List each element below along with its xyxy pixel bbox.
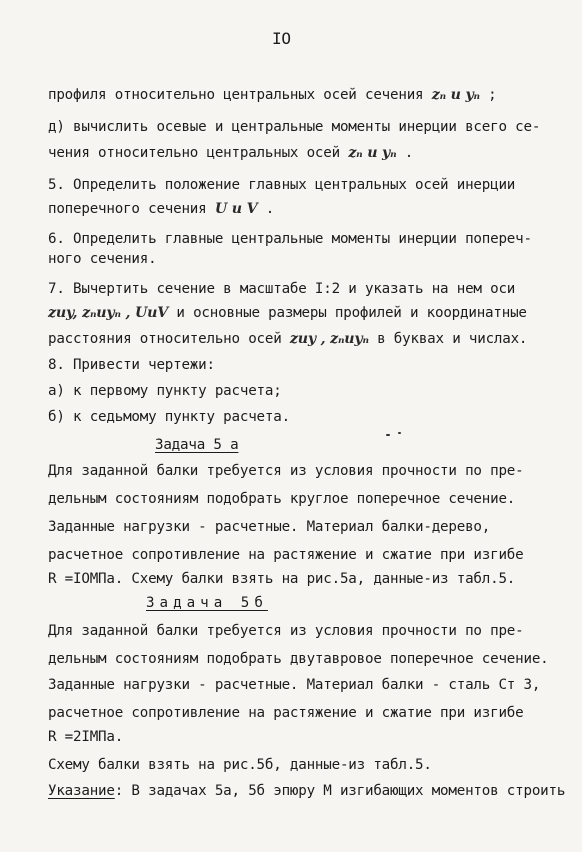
text-line: расчетное сопротивление на растяжение и сжатие при изгибе (48, 705, 524, 721)
line-text: 8. Привести чертежи: (48, 357, 215, 373)
text-line: Заданные нагрузки - расчетные. Материал балки - сталь Ст 3, (48, 677, 541, 693)
text-line (48, 408, 582, 426)
line-text-tail: в буквах и числах. (368, 331, 528, 347)
page-number: IO (272, 29, 291, 48)
line-text: поперечного сечения (48, 201, 215, 217)
handwritten-symbols: zₙ и yₙ (348, 145, 397, 161)
line-text: а) к первому пункту расчета; (48, 383, 282, 399)
line-text: б) к седьмому пункту расчета. (48, 409, 290, 425)
text-line (48, 118, 582, 136)
text-line: R =IOМПа. Схему балки взять на рис.5а, данные-из табл.5. (48, 571, 516, 587)
line-text: чения относительно центральных осей (48, 145, 349, 161)
handwritten-symbols: zuy , zₙuyₙ (289, 331, 369, 347)
text-line (48, 250, 582, 268)
text-line (48, 200, 582, 218)
text-line (48, 86, 582, 104)
text-line: дельным состояниям подобрать круглое поперечное сечение. (48, 491, 516, 507)
handwritten-symbols: U и V (214, 201, 258, 217)
text-line: Для заданной балки требуется из условия прочности по пре- (48, 623, 524, 639)
text-line (48, 356, 582, 374)
text-line (48, 304, 582, 322)
line-text: профиля относительно центральных осей сечения (48, 87, 432, 103)
text-line (48, 176, 582, 194)
ink-speck (398, 432, 401, 434)
note-label: Указание (48, 783, 115, 799)
handwritten-symbols: zₙ и yₙ (431, 87, 480, 103)
note-line (48, 782, 582, 800)
note-text: : В задачах 5а, 5б эпюру М изгибающих моментов строить (114, 783, 566, 799)
text-line (48, 144, 582, 162)
text-line: расчетное сопротивление на растяжение и сжатие при изгибе (48, 547, 524, 563)
text-line (48, 280, 582, 298)
line-text-tail: ; (479, 87, 497, 103)
ink-speck (386, 434, 390, 436)
text-line: Схему балки взять на рис.5б, данные-из табл.5. (48, 757, 432, 773)
text-line: R =2IМПа. (48, 729, 124, 745)
line-text: 7. Вычертить сечение в масштабе I:2 и указать на нем оси (48, 281, 516, 297)
line-text: расстояния относительно осей (48, 331, 290, 347)
text-line: Для заданной балки требуется из условия прочности по пре- (48, 463, 524, 479)
line-text: 5. Определить положение главных центральных осей инерции (48, 177, 516, 193)
line-text: ного сечения. (48, 251, 157, 267)
task-5b-title: Задача 5б (146, 595, 268, 611)
text-line (48, 382, 582, 400)
line-text-tail: . (257, 201, 275, 217)
text-line (48, 230, 582, 248)
line-text: д) вычислить осевые и центральные моменты инерции всего се- (48, 119, 541, 135)
line-text: 6. Определить главные центральные моменты инерции попереч- (48, 231, 532, 247)
line-text-tail: . (396, 145, 414, 161)
handwritten-symbols: zuy, zₙuyₙ , UuV (48, 305, 169, 321)
text-line (48, 330, 582, 348)
task-5a-title: Задача 5 а (155, 437, 239, 453)
text-line: дельным состояниям подобрать двутавровое поперечное сечение. (48, 651, 549, 667)
line-text-tail: и основные размеры профилей и координатные (168, 305, 527, 321)
text-line: Заданные нагрузки - расчетные. Материал балки-дерево, (48, 519, 491, 535)
